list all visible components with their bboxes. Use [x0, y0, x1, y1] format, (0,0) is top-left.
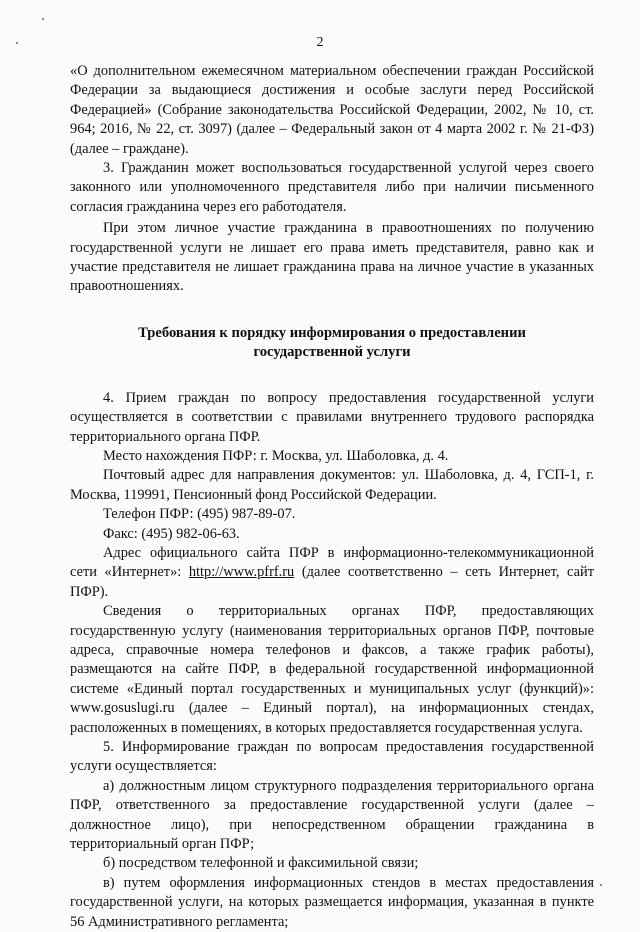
section-heading-line-1: Требования к порядку информирования о предоставлении: [138, 324, 526, 341]
scan-speck: [600, 884, 602, 886]
paragraph-continuation: «О дополнительном ежемесячном материальном обеспечении граждан Российской Федерации за выдающиеся достижения и особые заслуги перед Российской Федерацией» (Собрание законодательства Российской Федерации, 2002, № 10, ст. 964; 2016, № 22, ст. 3097) (далее – Федеральный закон от 4 марта 2002 г. № 21-ФЗ) (далее – граждане).: [70, 63, 594, 157]
page-number: 2: [316, 35, 324, 50]
scan-speck: [16, 42, 18, 44]
paragraph-5b: б) посредством телефонной и факсимильной связи;: [103, 855, 419, 872]
section-heading: [70, 324, 594, 363]
section-heading-line-2: государственной услуги: [253, 344, 411, 361]
pfr-postal-address: Почтовый адрес для направления документов: ул. Шаболовка, д. 4, ГСП-1, г. Москва, 119991, Пенсионный фонд Российской Федерации.: [70, 467, 594, 503]
pfr-fax: Факс: (495) 982-06-63.: [103, 525, 240, 542]
website-suffix: (далее соответственно – сеть Интернет, сайт ПФР).: [70, 564, 594, 600]
document-body: [70, 62, 594, 932]
website-link[interactable]: http://www.pfrf.ru: [188, 564, 295, 581]
paragraph-representative: При этом личное участие гражданина в правоотношениях по получению государственной услуги не лишает его права иметь представителя, равно как и участие представителя не лишает гражданина права на личное участие в указанных правоотношениях.: [70, 220, 594, 295]
paragraph-5c: в) путем оформления информационных стендов в местах предоставления государственной услуги, на которых размещается информация, указанная в пункте 56 Административного регламента;: [70, 874, 594, 930]
paragraph-5: 5. Информирование граждан по вопросам предоставления государственной услуги осуществляется:: [70, 739, 594, 775]
paragraph-info-sources: Сведения о территориальных органах ПФР, предоставляющих государственную услугу (наименования территориальных органов ПФР, почтовые адреса, справочные номера телефонов и факсов, а также график работы), размещаются на сайте ПФР, в федеральной государственной информационной системе «Единый портал государственных и муниципальных услуг (функций)»: www.gosuslugi.ru (далее – Единый портал), на информационных стендах, расположенных в помещениях, в которых предоставляется государственная услуга.: [70, 603, 594, 736]
paragraph-3: 3. Гражданин может воспользоваться государственной услугой через своего законного или уполномоченного представителя либо при наличии письменного согласия гражданина через его работодателя.: [70, 160, 594, 215]
paragraph-5a: а) должностным лицом структурного подразделения территориального органа ПФР, ответственного за предоставление государственной услуги (далее – должностное лицо), при непосредственном обращении гражданина в территориальный орган ПФР;: [70, 777, 594, 853]
pfr-phone: Телефон ПФР: (495) 987-89-07.: [103, 506, 296, 523]
pfr-location: Место нахождения ПФР: г. Москва, ул. Шаболовка, д. 4.: [103, 447, 449, 464]
paragraph-4: 4. Прием граждан по вопросу предоставления государственной услуги осуществляется в соответствии с правилами внутреннего трудового распорядка территориального органа ПФР.: [70, 389, 594, 445]
pfr-website: [70, 544, 594, 602]
scan-speck: [42, 18, 44, 20]
website-prefix: Адрес официального сайта ПФР в информационно-телекоммуникационной сети «Интернет»:: [70, 544, 594, 581]
